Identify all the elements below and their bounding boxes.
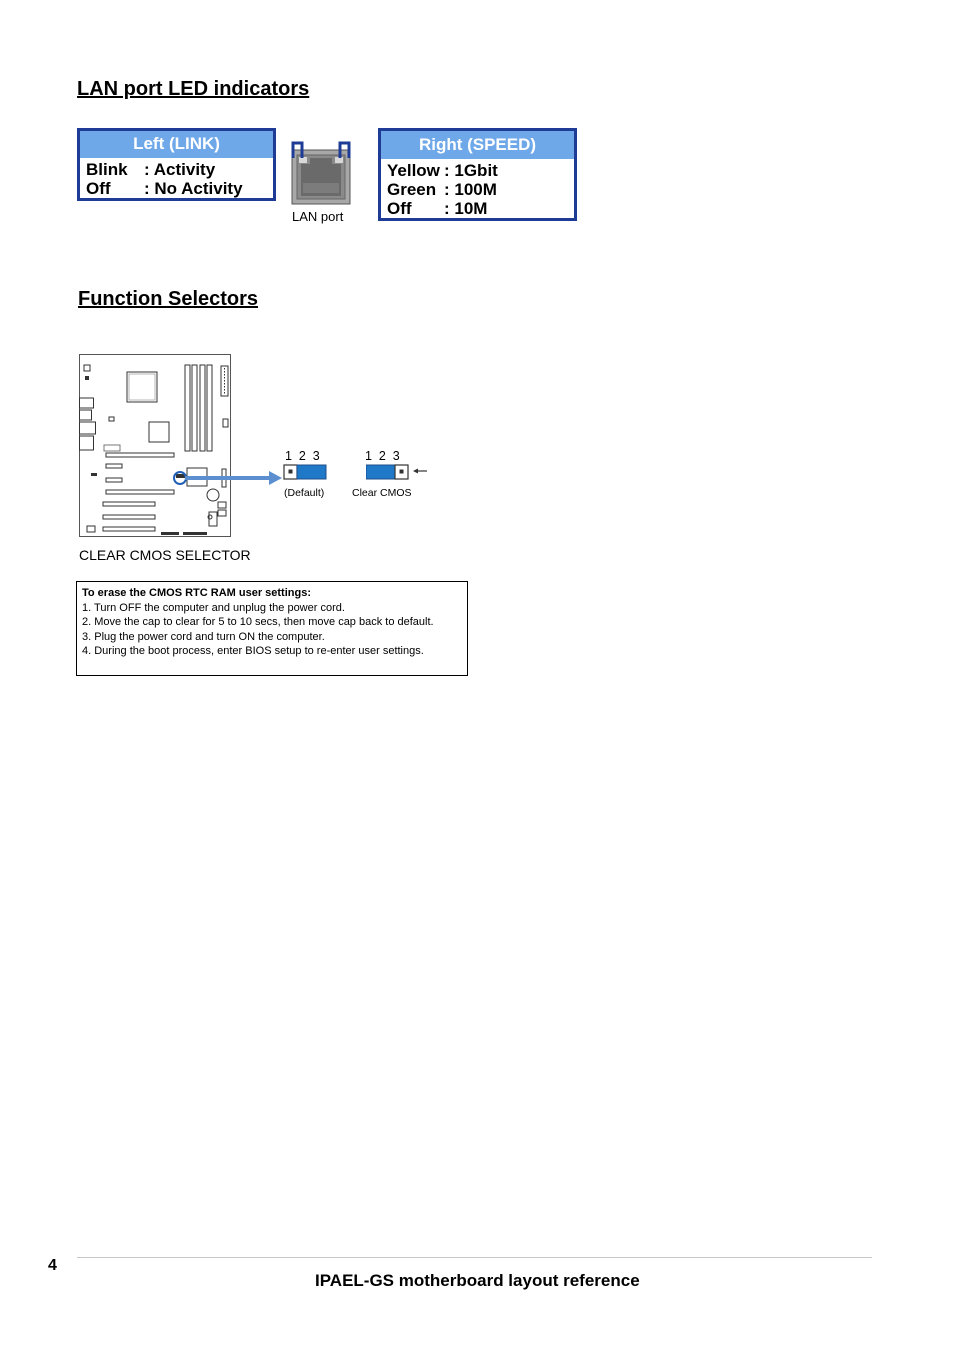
right-arrow-icon (185, 470, 285, 486)
left-link-row (86, 160, 273, 179)
row-value: : No Activity (144, 179, 243, 198)
row-key: Off (86, 179, 111, 198)
motherboard-diagram (79, 354, 231, 537)
right-speed-box (378, 128, 577, 221)
lan-port-label: LAN port (292, 209, 344, 224)
page-number: 4 (48, 1257, 57, 1274)
left-link-box (77, 128, 276, 201)
note-step: 1. Turn OFF the computer and unplug the power cord. (82, 601, 345, 614)
jumper-clear-icon (366, 464, 434, 480)
lan-port-illustration (288, 138, 354, 208)
lan-section-title: LAN port LED indicators (77, 78, 310, 100)
row-key: Blink (86, 160, 128, 179)
row-value: : 10M (444, 199, 488, 218)
motherboard-layout-graphic (79, 354, 231, 537)
row-value: : Activity (144, 160, 216, 179)
footer-divider (77, 1257, 872, 1258)
jumper-clear-caption: Clear CMOS (352, 487, 412, 499)
footer-title: IPAEL-GS motherboard layout reference (315, 1271, 640, 1290)
jumper-default-caption: (Default) (284, 487, 325, 499)
jumper-clear-graphic (366, 464, 434, 480)
note-title: To erase the CMOS RTC RAM user settings: (82, 587, 311, 599)
function-section-title: Function Selectors (78, 288, 259, 310)
right-speed-row (387, 180, 574, 199)
right-speed-header: Right (SPEED) (381, 131, 574, 159)
left-link-header: Left (LINK) (80, 131, 273, 158)
jumper-default-graphic (283, 464, 327, 480)
note-step: 3. Plug the power cord and turn ON the computer. (82, 630, 325, 643)
jumper-clear-pins: 1 2 3 (365, 449, 400, 463)
jumper-default-icon (283, 464, 327, 480)
row-value: : 100M (444, 180, 497, 199)
cmos-note-box (76, 581, 468, 676)
right-speed-row (387, 199, 574, 218)
left-link-row (86, 179, 273, 198)
lan-port-icon (288, 138, 354, 208)
row-key: Off (387, 199, 412, 218)
selector-caption: CLEAR CMOS SELECTOR (79, 547, 251, 563)
note-step: 4. During the boot process, enter BIOS setup to re-enter user settings. (82, 645, 424, 658)
jumper-default-pins: 1 2 3 (285, 449, 320, 463)
pointer-arrow (185, 470, 285, 486)
row-key: Yellow (387, 161, 440, 180)
right-speed-row (387, 161, 574, 180)
note-step: 2. Move the cap to clear for 5 to 10 secs, then move cap back to default. (82, 616, 434, 629)
row-key: Green (387, 180, 437, 199)
row-value: : 1Gbit (444, 161, 498, 180)
